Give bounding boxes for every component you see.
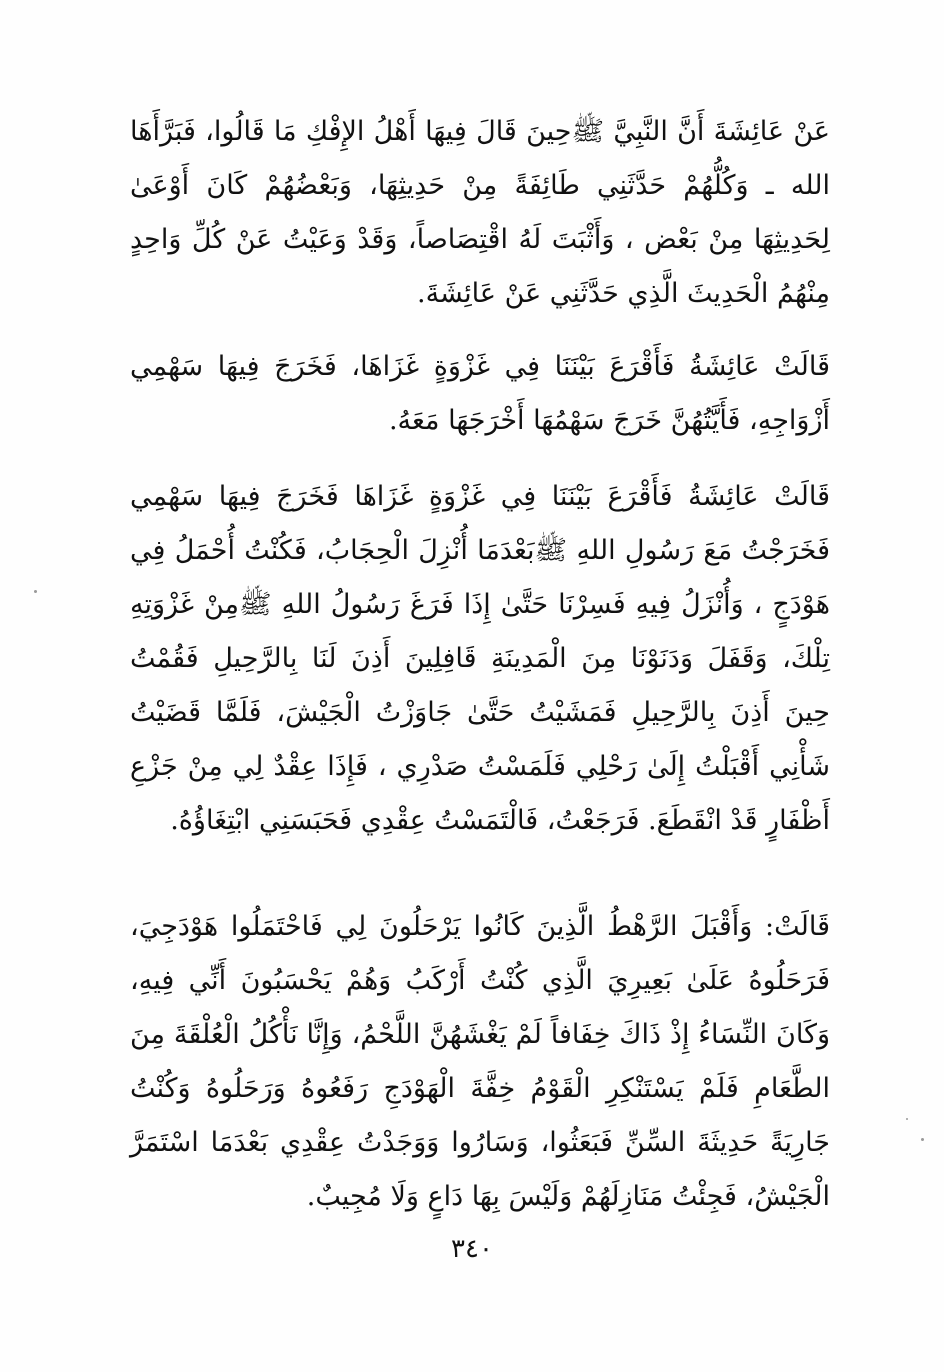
scan-speck <box>921 1138 924 1141</box>
paragraph-3: قَالَتْ عَائِشَةُ فَأَقْرَعَ بَيْنَنَا فِي غَزْوَةٍ غَزَاهَا فَخَرَجَ فِيهَا سَهْمِي فَخَرَجْتُ مَعَ رَسُولِ اللهِ ﷺبَعْدَمَا أُنْزِلَ الْحِجَابُ، فَكُنْتُ أُحْمَلُ فِي هَوْدَجٍ ، وَأُنْزَلُ فِيهِ فَسِرْنَا حَتَّىٰ إِذَا فَرَغَ رَسُولُ اللهِ ﷺمِنْ غَزْوَتِهِ تِلْكَ، وَقَفَلَ وَدَنَوْنَا مِنَ الْمَدِينَةِ قَافِلِينَ أَذِنَ لَنَا بِالرَّحِيلِ فَقُمْتُ حِينَ أَذِنَ بِالرَّحِيلِ فَمَشَيْتُ حَتَّىٰ جَاوَزْتُ الْجَيْشَ، فَلَمَّا قَضَيْتُ شَأْنِي أَقْبَلْتُ إِلَىٰ رَحْلِي فَلَمَسْتُ صَدْرِي ، فَإِذَا عِقْدٌ لِي مِنْ جَزْعِ أَظْفَارٍ قَدْ انْقَطَعَ. فَرَجَعْتُ، فَالْتَمَسْتُ عِقْدِي فَحَبَسَنِي ابْتِغَاؤُهُ. <box>130 481 830 836</box>
scan-speck <box>34 590 37 593</box>
paragraph-2: قَالَتْ عَائِشَةُ فَأَقْرَعَ بَيْنَنَا فِي غَزْوَةٍ غَزَاهَا، فَخَرَجَ فِيهَا سَهْمِي أَزْوَاجِهِ، فَأَيَّتُهُنَّ خَرَجَ سَهْمُهَا أَخْرَجَهَا مَعَهُ. <box>130 351 830 436</box>
scan-speck <box>906 1118 908 1120</box>
paragraph-4: قَالَتْ: وَأَقْبَلَ الرَّهْطُ الَّذِينَ كَانُوا يَرْحَلُونَ لِي فَاحْتَمَلُوا هَوْدَجِيَ، فَرَحَلُوهُ عَلَىٰ بَعِيرِيَ الَّذِي كُنْتُ أَرْكَبُ وَهُمْ يَحْسَبُونَ أَنِّي فِيهِ، وَكَانَ النِّسَاءُ إِذْ ذَاكَ خِفَافاً لَمْ يَغْشَهُنَّ اللَّحْمُ، وَإِنَّا نَأْكُلُ الْعُلْقَةَ مِنَ الطَّعَامِ فَلَمْ يَسْتَنْكِرِ الْقَوْمُ خِفَّةَ الْهَوْدَجِ رَفَعُوهُ وَرَحَلُوهُ وَكُنْتُ جَارِيَةً حَدِيثَةَ السِّنِّ فَبَعَثُوا، وَسَارُوا وَوَجَدْتُ عِقْدِي بَعْدَمَا اسْتَمَرَّ الْجَيْشُ، فَجِئْتُ مَنَازِلَهُمْ وَلَيْسَ بِهَا دَاعٍ وَلَا مُجِيبٌ. <box>130 911 830 1212</box>
page-number: ٣٤٠ <box>451 1234 493 1264</box>
paragraph-1: عَنْ عَائِشَةَ أَنَّ النَّبِيَّ ﷺحِينَ قَالَ فِيهَا أَهْلُ الإِفْكِ مَا قَالُوا، فَبَرَّأَهَا الله ـ وَكُلُّهُمْ حَدَّثَنِي طَائِفَةً مِنْ حَدِيثِهَا، وَبَعْضُهُمْ كَانَ أَوْعَىٰ لِحَدِيثِهَا مِنْ بَعْض ، وَأَثْبَتَ لَهُ اقْتِصَاصاً، وَقَدْ وَعَيْتُ عَنْ كُلِّ وَاحِدٍ مِنْهُمُ الْحَدِيثَ الَّذِي حَدَّثَنِي عَنْ عَائِشَةَ. <box>130 116 830 309</box>
